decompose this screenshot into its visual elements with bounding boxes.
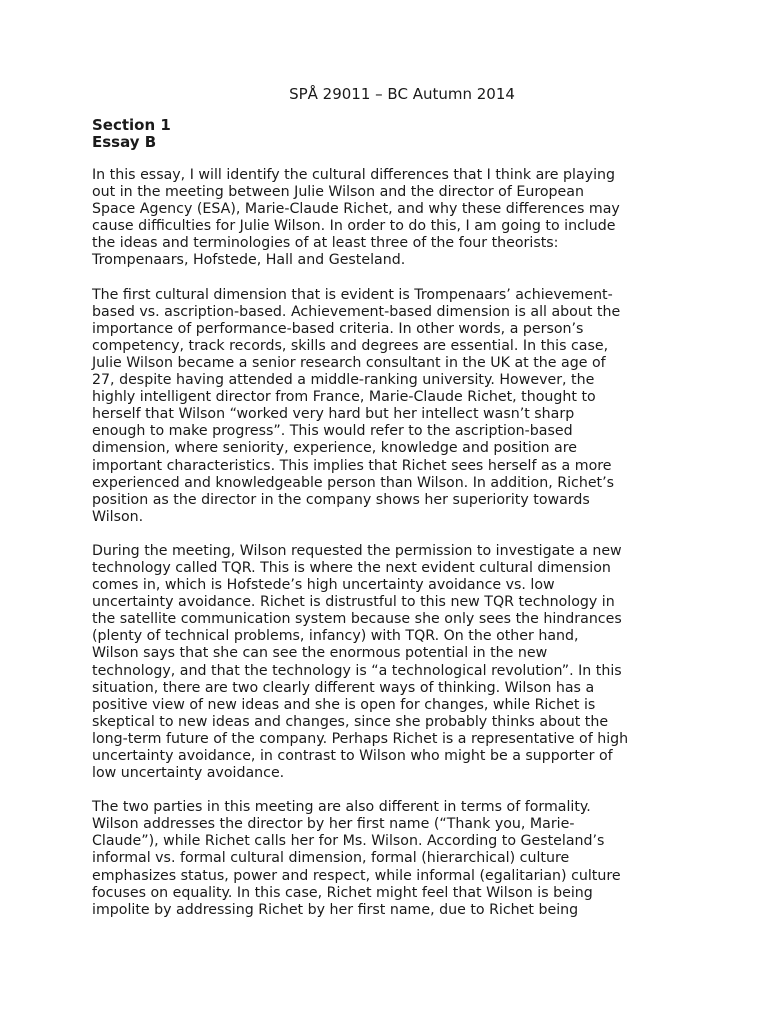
section-heading-block [92, 117, 712, 151]
text-line: Space Agency (ESA), Marie-Claude Richet, and why these differences may [92, 201, 620, 218]
text-line: Claude”), while Richet calls her for Ms. Wilson. According to Gesteland’s [92, 833, 605, 850]
essay-body [92, 167, 712, 919]
text-line: position as the director in the company shows her superiority towards [92, 491, 590, 508]
text-line: Julie Wilson became a senior research consultant in the UK at the age of [92, 354, 606, 371]
text-line: the satellite communication system because she only sees the hindrances [92, 611, 622, 628]
text-line: herself that Wilson “worked very hard but her intellect wasn’t sharp [92, 406, 575, 423]
text-line: important characteristics. This implies that Richet sees herself as a more [92, 457, 612, 474]
document-title: SPÅ 29011 – BC Autumn 2014 [289, 85, 515, 103]
text-line: dimension, where seniority, experience, knowledge and position are [92, 440, 577, 457]
text-line: enough to make progress”. This would refer to the ascription-based [92, 423, 573, 440]
text-line: Wilson says that she can see the enormous potential in the new [92, 645, 548, 662]
text-line: During the meeting, Wilson requested the permission to investigate a new [92, 542, 622, 559]
text-line: out in the meeting between Julie Wilson and the director of European [92, 184, 584, 201]
text-line: low uncertainty avoidance. [92, 765, 285, 782]
text-line: 27, despite having attended a middle-ranking university. However, the [92, 372, 595, 389]
text-line: informal vs. formal cultural dimension, formal (hierarchical) culture [92, 850, 570, 867]
text-line: skeptical to new ideas and changes, since she probably thinks about the [92, 713, 609, 730]
text-line: focuses on equality. In this case, Richet might feel that Wilson is being [92, 884, 593, 901]
paragraph [92, 543, 712, 782]
text-line: Trompenaars, Hofstede, Hall and Gesteland. [92, 252, 406, 269]
document-page [92, 84, 712, 936]
text-line: importance of performance-based criteria. In other words, a person’s [92, 320, 584, 337]
text-line: (plenty of technical problems, infancy) with TQR. On the other hand, [92, 628, 579, 645]
text-line: experienced and knowledgeable person than Wilson. In addition, Richet’s [92, 474, 615, 491]
text-line: based vs. ascription-based. Achievement-based dimension is all about the [92, 303, 621, 320]
text-line: Wilson addresses the director by her first name (“Thank you, Marie- [92, 816, 575, 833]
text-line: positive view of new ideas and she is open for changes, while Richet is [92, 696, 596, 713]
text-line: comes in, which is Hofstede’s high uncertainty avoidance vs. low [92, 577, 555, 594]
text-line: long-term future of the company. Perhaps Richet is a representative of high [92, 730, 629, 747]
text-line: competency, track records, skills and degrees are essential. In this case, [92, 337, 609, 354]
text-line: uncertainty avoidance. Richet is distrustful to this new TQR technology in [92, 594, 615, 611]
text-line: emphasizes status, power and respect, while informal (egalitarian) culture [92, 867, 621, 884]
paragraph [92, 287, 712, 526]
text-line: The two parties in this meeting are also different in terms of formality. [92, 799, 591, 816]
text-line: the ideas and terminologies of at least three of the four theorists: [92, 235, 559, 252]
text-line: highly intelligent director from France, Marie-Claude Richet, thought to [92, 389, 596, 406]
paragraph [92, 167, 712, 270]
text-line: cause difficulties for Julie Wilson. In order to do this, I am going to include [92, 218, 616, 235]
text-line: The first cultural dimension that is evident is Trompenaars’ achievement- [92, 286, 613, 303]
section-heading: Section 1 [92, 116, 171, 134]
subsection-heading: Essay B [92, 133, 157, 151]
text-line: situation, there are two clearly different ways of thinking. Wilson has a [92, 679, 595, 696]
text-line: In this essay, I will identify the cultural differences that I think are playing [92, 167, 616, 183]
text-line: technology called TQR. This is where the next evident cultural dimension [92, 559, 611, 576]
text-line: impolite by addressing Richet by her first name, due to Richet being [92, 901, 579, 918]
text-line: uncertainty avoidance, in contrast to Wilson who might be a supporter of [92, 748, 613, 764]
paragraph [92, 799, 712, 919]
text-line: Wilson. [92, 508, 144, 525]
text-line: technology, and that the technology is “a technological revolution”. In this [92, 662, 622, 679]
